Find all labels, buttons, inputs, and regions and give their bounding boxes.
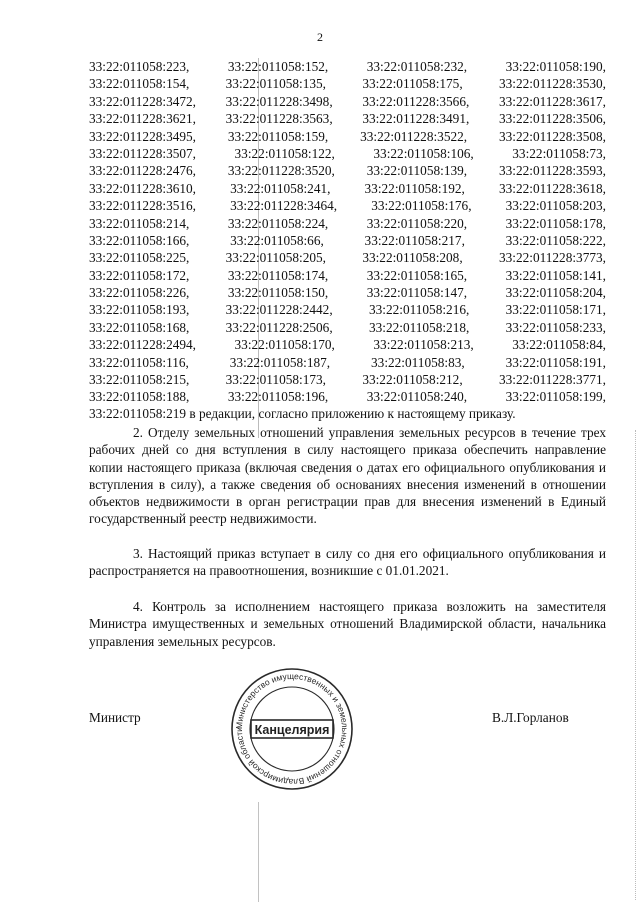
scan-edge-marks (631, 430, 636, 900)
cadastral-number: 33:22:011058:150, (227, 285, 329, 301)
cadastral-number: 33:22:011058:190, (505, 59, 606, 74)
cadastral-number: 33:22:011228:3773, (498, 250, 606, 266)
cadastral-number: 33:22:011058:84, (512, 337, 606, 353)
cadastral-number: 33:22:011058:147, (366, 285, 468, 301)
stamp-ring-text: Министерство имущественных и земельных отношений Владимирской области (233, 670, 351, 788)
cadastral-row (89, 128, 606, 145)
cadastral-row (89, 93, 606, 110)
cadastral-number: 33:22:011058:218, (368, 319, 470, 335)
cadastral-row (89, 58, 606, 75)
cadastral-number: 33:22:011058:192, (364, 180, 465, 196)
cadastral-row (89, 388, 606, 405)
cadastral-number: 33:22:011058:165, (366, 267, 468, 283)
paragraph-2: 2. Отделу земельных отношений управления земельных ресурсов в течение трех рабочих дней со дня вступления в силу настоящего приказа обеспечить направление копии настоящего приказа (включая сведения о датах его официального опубликования и вступления в силу), а также сведения об основаниях внесения изменений в отношении объектов недвижимости в орган регистрации прав для внесения изменений в Единый государственный реестр недвижимости. (89, 425, 606, 527)
cadastral-number: 33:22:011228:3530, (498, 76, 606, 92)
cadastral-number: 33:22:011058:116, (89, 354, 189, 370)
cadastral-number: 33:22:011228:3498, (225, 93, 333, 109)
cadastral-number: 33:22:011058:196, (227, 389, 329, 405)
cadastral-number: 33:22:011058:241, (230, 180, 331, 196)
cadastral-number: 33:22:011058:139, (366, 163, 468, 179)
cadastral-number: 33:22:011228:2476, (89, 163, 196, 179)
cadastral-row (89, 75, 606, 92)
cadastral-number: 33:22:011058:208, (362, 250, 463, 266)
paragraph-4: 4. Контроль за исполнением настоящего приказа возложить на заместителя Министра имущественных и земельных отношений Владимирской области, начальника управления земельных ресурсов. (89, 599, 606, 649)
stamp-center-text: Канцелярия (254, 723, 330, 737)
cadastral-number: 33:22:011228:3472, (89, 93, 196, 109)
cadastral-number: 33:22:011228:3516, (89, 198, 196, 214)
cadastral-number: 33:22:011058:215, (89, 372, 190, 388)
cadastral-number: 33:22:011058:191, (505, 354, 606, 370)
signature-name: В.Л.Горланов (492, 710, 569, 725)
cadastral-number: 33:22:011228:3464, (230, 198, 338, 214)
paragraph-3: 3. Настоящий приказ вступает в силу со дня его официального опубликования и распространяется на правоотношения, возникшие с 01.01.2021. (89, 546, 606, 579)
office-stamp (229, 666, 355, 792)
cadastral-number: 33:22:011058:187, (229, 354, 331, 370)
cadastral-number: 33:22:011058:220, (366, 215, 468, 231)
binding-line-bottom (258, 802, 259, 902)
cadastral-number-list (89, 58, 606, 406)
cadastral-row (89, 267, 606, 284)
cadastral-number: 33:22:011058:171, (505, 302, 606, 318)
cadastral-number: 33:22:011058:240, (366, 389, 468, 405)
cadastral-number: 33:22:011058:173, (225, 372, 326, 388)
cadastral-number: 33:22:011058:152, (227, 59, 329, 74)
cadastral-number: 33:22:011228:3593, (498, 163, 606, 179)
cadastral-number: 33:22:011058:199, (505, 389, 606, 405)
cadastral-number: 33:22:011058:204, (505, 285, 606, 301)
cadastral-number: 33:22:011228:3610, (89, 180, 196, 196)
cadastral-number: 33:22:011228:2506, (225, 319, 333, 335)
cadastral-row (89, 180, 606, 197)
signature-role: Министр (89, 710, 141, 725)
cadastral-number: 33:22:011058:176, (371, 198, 472, 214)
cadastral-number: 33:22:011228:3495, (89, 128, 196, 144)
cadastral-row (89, 371, 606, 388)
cadastral-number: 33:22:011058:193, (89, 302, 190, 318)
cadastral-number: 33:22:011058:172, (89, 267, 190, 283)
cadastral-number: 33:22:011058:205, (225, 250, 326, 266)
cadastral-number: 33:22:011228:3508, (498, 128, 606, 144)
cadastral-number: 33:22:011058:135, (225, 76, 326, 92)
cadastral-number: 33:22:011058:216, (368, 302, 470, 318)
cadastral-number: 33:22:011058:175, (362, 76, 463, 92)
cadastral-number: 33:22:011058:222, (505, 232, 606, 248)
cadastral-number: 33:22:011228:3563, (225, 111, 333, 127)
cadastral-number: 33:22:011228:3566, (362, 93, 470, 109)
page-number: 2 (317, 30, 323, 44)
cadastral-last-line: 33:22:011058:219 в редакции, согласно приложению к настоящему приказу. (89, 406, 516, 421)
cadastral-number: 33:22:011058:159, (227, 128, 329, 144)
cadastral-number: 33:22:011228:3621, (89, 111, 196, 127)
cadastral-number: 33:22:011058:73, (512, 145, 606, 161)
cadastral-number: 33:22:011058:174, (227, 267, 329, 283)
cadastral-row (89, 145, 606, 162)
cadastral-number: 33:22:011058:188, (89, 389, 190, 405)
cadastral-number: 33:22:011228:3520, (227, 163, 335, 179)
cadastral-number: 33:22:011058:223, (89, 59, 190, 74)
cadastral-number: 33:22:011228:3522, (360, 128, 468, 144)
cadastral-number: 33:22:011228:3491, (362, 111, 470, 127)
cadastral-row (89, 336, 606, 353)
cadastral-number: 33:22:011058:224, (227, 215, 329, 231)
cadastral-row (89, 284, 606, 301)
cadastral-number: 33:22:011058:213, (373, 337, 474, 353)
cadastral-number: 33:22:011228:3507, (89, 145, 196, 161)
cadastral-number: 33:22:011058:212, (362, 372, 463, 388)
cadastral-number: 33:22:011058:232, (366, 59, 468, 74)
cadastral-number: 33:22:011228:2494, (89, 337, 196, 353)
cadastral-row (89, 215, 606, 232)
cadastral-number: 33:22:011058:66, (230, 232, 324, 248)
cadastral-number: 33:22:011058:214, (89, 215, 190, 231)
cadastral-row (89, 319, 606, 336)
cadastral-number: 33:22:011058:154, (89, 76, 190, 92)
cadastral-row (89, 249, 606, 266)
cadastral-number: 33:22:011058:203, (505, 198, 606, 214)
cadastral-row (89, 232, 606, 249)
cadastral-number: 33:22:011058:122, (234, 145, 335, 161)
cadastral-row (89, 110, 606, 127)
cadastral-number: 33:22:011058:178, (505, 215, 606, 231)
cadastral-number: 33:22:011058:226, (89, 285, 190, 301)
cadastral-number: 33:22:011228:3506, (498, 111, 606, 127)
cadastral-number: 33:22:011058:233, (505, 319, 606, 335)
cadastral-number: 33:22:011058:168, (89, 319, 190, 335)
cadastral-number: 33:22:011058:166, (89, 232, 190, 248)
cadastral-number: 33:22:011058:106, (373, 145, 474, 161)
cadastral-number: 33:22:011228:2442, (225, 302, 333, 318)
cadastral-row (89, 197, 606, 214)
cadastral-number: 33:22:011228:3617, (498, 93, 606, 109)
cadastral-number: 33:22:011228:3618, (498, 180, 606, 196)
cadastral-number: 33:22:011058:170, (234, 337, 335, 353)
cadastral-number: 33:22:011058:141, (505, 267, 606, 283)
cadastral-row (89, 301, 606, 318)
cadastral-row (89, 354, 606, 371)
cadastral-number: 33:22:011058:83, (371, 354, 465, 370)
cadastral-number: 33:22:011058:225, (89, 250, 190, 266)
cadastral-row (89, 162, 606, 179)
cadastral-number: 33:22:011228:3771, (498, 372, 606, 388)
cadastral-number: 33:22:011058:217, (364, 232, 465, 248)
